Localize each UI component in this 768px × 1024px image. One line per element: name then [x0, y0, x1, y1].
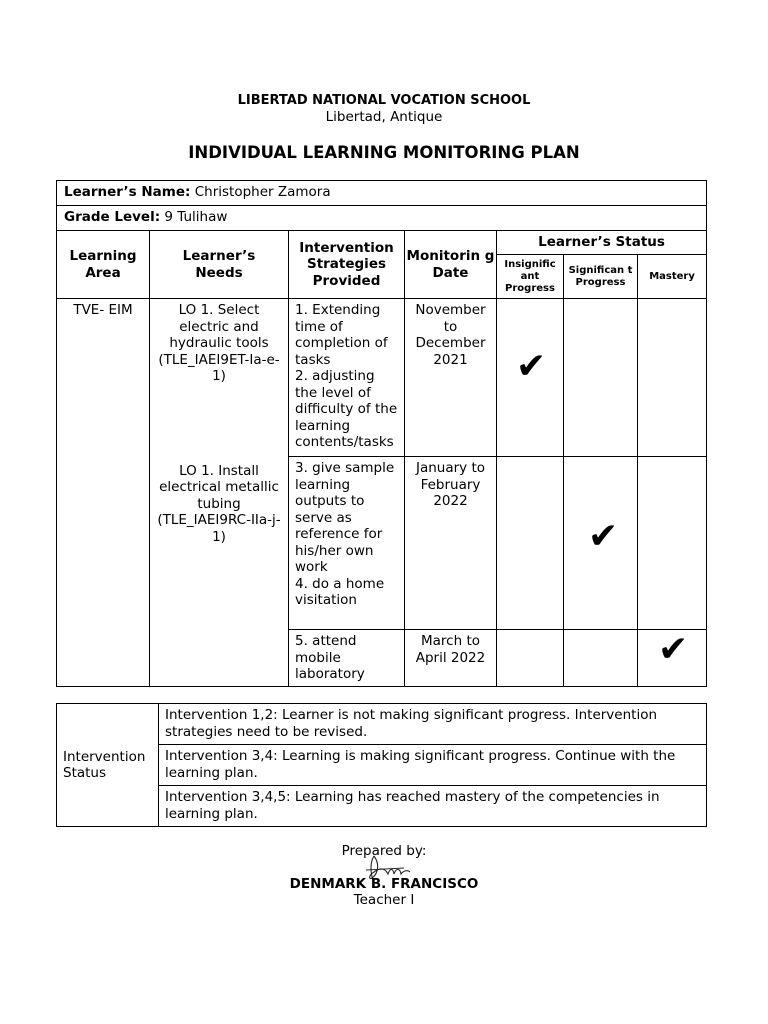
date-cell-2: January to February 2022 [405, 457, 497, 630]
header-mastery: Mastery [638, 255, 707, 299]
status-cell-2-significant [564, 457, 638, 630]
status-cell-3-mastery [638, 630, 707, 687]
learner-name: Christopher Zamora [194, 184, 331, 200]
intervention-status-label: Intervention Status [57, 704, 159, 827]
check-mark-icon: ✔ [588, 516, 619, 557]
status-cell-2-mastery [638, 457, 707, 630]
status-cell-1-mastery [638, 299, 707, 457]
status-cell-3-significant [564, 630, 638, 687]
grade-level-row [57, 206, 707, 231]
prepared-by-label: Prepared by: [341, 843, 427, 859]
monitoring-table [56, 180, 707, 687]
signer-name: DENMARK B. FRANCISCO [289, 876, 479, 892]
header-learners-needs: Learner’s Needs [150, 231, 289, 299]
strategies-cell-2: 3. give sample learning outputs to serve as reference for his/her own work 4. do a home visitation [289, 457, 405, 630]
header-monitoring-date: Monitorin g Date [405, 231, 497, 299]
status-cell-1-significant [564, 299, 638, 457]
document-title: INDIVIDUAL LEARNING MONITORING PLAN [188, 143, 580, 162]
status-cell-3-insignificant [497, 630, 564, 687]
check-mark-icon: ✔ [516, 346, 547, 387]
learning-area-cell: TVE- EIM [57, 299, 150, 687]
learner-name-label: Learner’s Name: [64, 184, 191, 200]
signer-position: Teacher I [353, 892, 415, 908]
check-mark-icon: ✔ [658, 629, 689, 670]
header-learners-status: Learner’s Status [497, 231, 707, 255]
learner-need-1: LO 1. Select electric and hydraulic tools (TLE_IAEI9ET-Ia-e-1) [158, 302, 280, 384]
learner-need-2: LO 1. Install electrical metallic tubing (TLE_IAEI9RC-IIa-j-1) [157, 462, 281, 545]
status-cell-2-insignificant [497, 457, 564, 630]
strategies-cell-1: 1. Extending time of completion of tasks 2. adjusting the level of difficulty of the learning contents/tasks [289, 299, 405, 457]
learner-name-row [57, 181, 707, 206]
intervention-status-item-3: Intervention 3,4,5: Learning has reached mastery of the competencies in learning plan. [159, 786, 707, 827]
grade-level-label: Grade Level: [64, 209, 161, 225]
school-name: LIBERTAD NATIONAL VOCATION SCHOOL [237, 93, 531, 108]
header-significant-progress: Significan t Progress [564, 255, 638, 299]
intervention-status-table [56, 703, 707, 827]
school-location: Libertad, Antique [325, 109, 443, 125]
intervention-status-item-1: Intervention 1,2: Learner is not making significant progress. Intervention strategies need to be revised. [159, 704, 707, 745]
grade-level: 9 Tulihaw [164, 209, 228, 225]
strategies-cell-3: 5. attend mobile laboratory [289, 630, 405, 687]
learners-needs-cell [150, 299, 289, 687]
header-learning-area: Learning Area [57, 231, 150, 299]
date-cell-1: November to December 2021 [405, 299, 497, 457]
intervention-status-item-2: Intervention 3,4: Learning is making significant progress. Continue with the learning plan. [159, 745, 707, 786]
date-cell-3: March to April 2022 [405, 630, 497, 687]
header-insignificant-progress: Insignific ant Progress [497, 255, 564, 299]
header-intervention-strategies: Intervention Strategies Provided [289, 231, 405, 299]
status-cell-1-insignificant [497, 299, 564, 457]
